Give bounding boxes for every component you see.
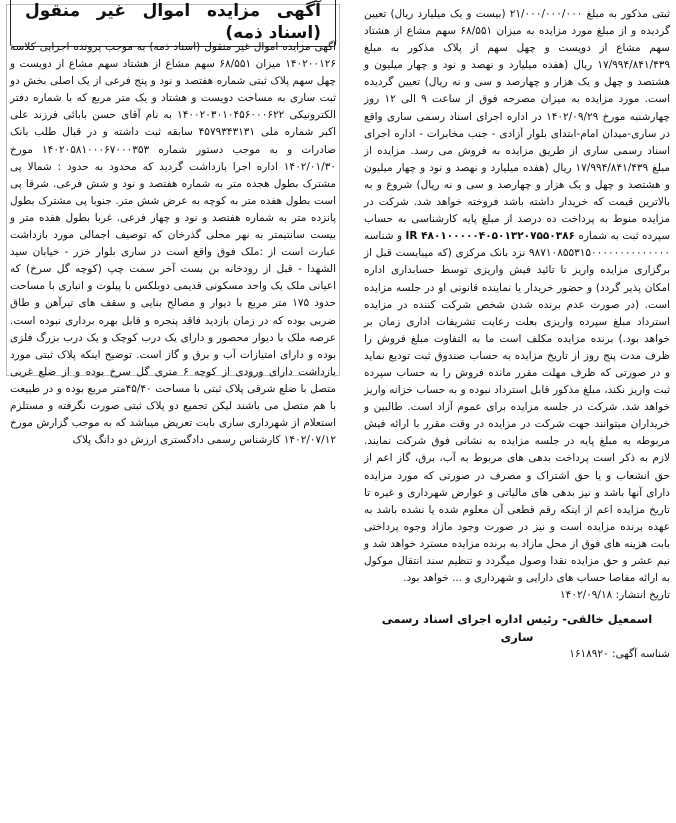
- publish-date: تاریخ انتشار: ۱۴۰۲/۰۹/۱۸: [560, 589, 670, 602]
- iban-number: IR ۴۸۰۱۰۰۰۰۰۴۰۵۰۱۳۲۰۷۵۵۰۳۸۶: [405, 230, 575, 243]
- left-column: [6, 1, 340, 447]
- ad-identifier: شناسه آگهی: ۱۶۱۸۹۲۰: [569, 648, 670, 661]
- auction-terms-text: ثبتی مذکور به مبلغ ۲۱/۰۰۰/۰۰۰/۰۰۰ (بیست و یک میلیارد ریال) تعیین گردیده و از مبلغ مورد مزایده به میزان ۶۸/۵۵۱ سهم مشاع از هشتاد سهم مشاع از دویست و چهل سهم از پلاک مذکور به مبلغ ۱۷/۹۹۴/۸۴۱/۴۳۹ ریال (هفده میلیارد و نهصد و نود و چهار میلیون و هشتصد و چهل و یک هزار و چهارصد و سی و نه ریال) تعیین گردیده است. مورد مزایده به میزان مصرحه فوق از ساعت ۹ الی ۱۲ روز چهارشنبه مورخ ۱۴۰۲/۰۹/۲۹ در اداره اجرای اسناد رسمی ساری واقع در ساری-میدان امام-ابتدای بلوار آزادی - جنب مخابرات - اداره اجرای اسناد رسمی ساری از طریق مزایده به فروش می رسد. مزایده از مبلغ ۱۷/۹۹۴/۸۴۱/۴۳۹ ریال (هفده میلیارد و نهصد و نود و چهار میلیون و هشتصد و چهل و یک هزار و چهارصد و سی و نه ریال) شروع و به بالاترین قیمت که خریدار داشته باشد فروخته خواهد شد. شرکت در مزایده منوط به پرداخت ده درصد از مبلغ پایه کارشناسی به حساب سپرده ثبت به شماره: [364, 8, 671, 243]
- continuation-paragraph: [364, 6, 670, 587]
- ad-title: آگهی مزایده اموال غیر منقول (اسناد ذمه): [10, 0, 336, 47]
- signer-name: اسمعیل خالقی- رئیس اداره اجرای اسناد رسمی ساری: [381, 612, 653, 645]
- ad-body: آگهی مزایده اموال غیر منقول (اسناد ذمه) به موجب پرونده اجرایی کلاسه ۱۴۰۲۰۰۱۲۶ میزان ۶۸/۵۵۱ سهم مشاع از هشتاد سهم مشاع از دویست و چهل سهم پلاک ثبتی شماره هفتصد و نود و پنج فرعی از یک اصلی بخش دو ثبت ساری به مساحت دویست و هشتاد و یک متر مربع که با شماره دفتر الکترونیکی ۱۴۰۰۲۰۳۰۱۰۴۵۶۰۰۰۶۲۲ به نام آقای حسن بابائی فرزند علی اکبر شماره ملی ۴۵۷۹۳۴۳۱۳۱ سابقه ثبت داشته و در قبال طلب بانک صادرات و به موجب دستور شماره ۱۴۰۲۰۵۸۱۰۰۰۶۷۰۰۰۳۵۳ مورخ ۱۴۰۲/۰۱/۳۰ اداره اجرا بازداشت گردید که محدود به حدود : شمالا پی مشترک بطول هجده متر به شماره هفتصد و نود و شش فرعی. شرقا پی است بطول هفده متر به کوچه به عرض شش متر. جنوبا پی مشترک بطول پانزده متر به شماره هفتصد و نود و چهار فرعی. غربا بطول هفده متر و بیست سانتیمتر به نهر محلی گذرخان که توصیف اجمالی مورد بازداشت عبارت است از :ملک فوق واقع است در ساری بلوار خزر - خیابان سید الشهدا - قبل از رودخانه بن بست آخر سمت چپ (کوچه گل سرخ) که اعیانی ملک یک واحد مسکونی قدیمی دوبلکس با پیلوت و انباری با مساحت حدود ۱۷۵ متر مربع با دیوار و مصالح بنایی و سقف های تیرآهن و طاق ضربی بوده که در زمان بازدید فاقد پنجره و قابل بهره برداری نبوده است. عرصه ملک با دیوار محصور و دارای یک درب کوچک و یک درب بزرگ فلزی بوده و دارای امتیازات آب و برق و گاز است. توضیح اینکه پلاک ثبتی مورد بازداشت دارای ورودی از کوچه ۶ متری گل سرخ بوده و از ضلع غربی متصل با ضلع شرقی پلاک ثبتی با مساحت ۴۵/۴۰متر مربع بوده و در طبیعت با هم متصل می باشند لیکن تجمیع دو پلاک ثبتی صورت نگرفته و مستلزم استعلام از شهرداری ساری بابت تعریض میباشد که به موجب گزارش مورخ ۱۴۰۲/۰۷/۱۲ کارشناس رسمی دادگستری ارزش دو دانگ پلاک: [10, 41, 337, 447]
- right-column: [364, 6, 670, 663]
- title-box: [10, 1, 336, 43]
- auction-conditions-text: و شناسه ۹۸۷۱۰۸۵۵۳۱۵۰۰۰۰۰۰۰۰۰۰۰۰۰۰ نزد بانک مرکزی (که میبایست قبل از برگزاری مزایده واریز تا تائید فیش واریزی توسط حسابداری اداره امکان پذیر گردد) و حضور خریدار یا نماینده قانونی او در جلسه مزایده است. (در صورت عدم برنده شدن شخص شرکت کننده در مزایده استرداد مبلغ سپرده واریزی بعلت رعایت تشریفات اداری زمان بر خواهد بود.) برنده مزایده مکلف است ما به التفاوت مبلغ فروش را ظرف مدت پنج روز از تاریخ مزایده به حساب صندوق ثبت تودیع نماید و در صورتی که ظرف مهلت مقرر مانده فروش را به حساب سپرده ثبت واریز نکند، مبلغ مذکور قابل استرداد نبوده و به حساب خزانه واریز خواهد شد. شرکت در جلسه مزایده برای عموم آزاد است. طالبین و خریداران میتوانند جهت شرکت در مزایده در وقت مقرر با ارائه فیش مربوطه به مبلغ پایه در جلسه مزایده به نشانی فوق شرکت نمایند. لازم به ذکر است پرداخت بدهی های مربوط به آب، برق، گاز اعم از حق انشعاب و یا حق اشتراک و مصرف در صورتی که مورد مزایده دارای آنها باشد و نیز بدهی های مالیاتی و عوارض شهرداری و غیره تا تاریخ مزایده اعم از اینکه رقم قطعی آن معلوم شده یا نشده باشد به عهده برنده مزایده است و نیز در صورت وجود مازاد وجوه پرداختی بابت هزینه های فوق از محل مازاد به برنده مزایده مسترد خواهد شد و نیم عشر و حق مزایده نقدا وصول میگردد و تنظیم سند انتقال موکول به ارائه مفاصا حساب های دارایی و شهرداری و ... خواهد بود.: [364, 230, 670, 585]
